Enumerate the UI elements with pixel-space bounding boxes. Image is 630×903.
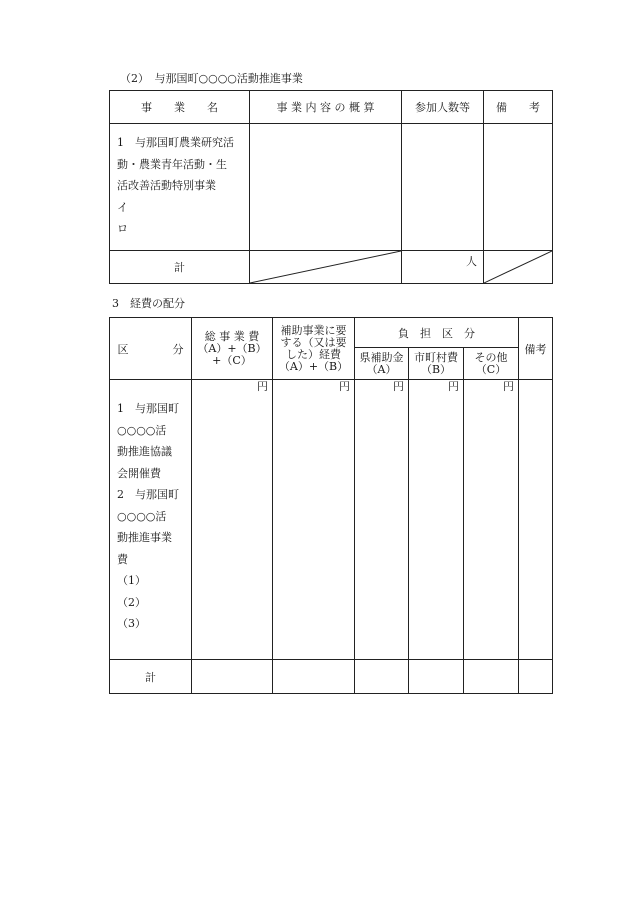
header-burden: 負 担 区 分 — [355, 318, 519, 348]
cost-item-line: （1） — [117, 574, 146, 587]
section2-heading: （2） 与那国町○○○○活動推進事業 — [120, 72, 303, 85]
cost-item-line: 1 与那国町 — [117, 402, 179, 415]
project-item-line: 1 与那国町農業研究活 — [117, 136, 234, 149]
cost-item-line: 費 — [117, 552, 128, 566]
header-city-cost — [409, 348, 464, 380]
header-pref-line: 県補助金 — [359, 350, 404, 364]
header-subsidy-cost — [273, 318, 355, 380]
diagonal-line — [250, 251, 401, 283]
overview-total-crossed — [250, 251, 402, 284]
activity-table — [109, 90, 553, 284]
cost-item-line: 2 与那国町 — [117, 488, 179, 501]
total-cost-cell — [192, 380, 273, 660]
yen-unit: 円 — [257, 380, 268, 393]
header-other — [464, 348, 519, 380]
header-remarks: 備 考 — [484, 91, 553, 124]
header-other-line: その他 — [474, 350, 508, 364]
project-item-line: 動・農業青年活動・生 — [117, 157, 227, 171]
subsidy-cost-total — [273, 660, 355, 694]
cost-item-cell — [110, 380, 192, 660]
overview-cell — [250, 124, 402, 251]
header-subsidy-cost-line: （A）+（B） — [278, 359, 349, 373]
other-cost-total — [464, 660, 519, 694]
header-subsidy-cost-line: する（又は要 — [280, 335, 347, 349]
cost-item-line: （3） — [117, 617, 146, 630]
participants-cell — [402, 124, 484, 251]
total-label: 計 — [110, 660, 192, 694]
diagonal-line — [484, 251, 552, 283]
header-other-line: （C） — [475, 362, 507, 376]
cost-item-line: 会開催費 — [117, 466, 161, 480]
section3-heading: 3 経費の配分 — [112, 297, 185, 310]
cost-item-line: 動推進協議 — [117, 445, 172, 458]
subsidy-cost-cell — [273, 380, 355, 660]
header-project-name: 事 業 名 — [110, 91, 250, 124]
header-remarks: 備考 — [519, 318, 553, 380]
header-subsidy-cost-line: 補助事業に要 — [280, 323, 347, 337]
cost-item-line: 動推進事業 — [117, 531, 172, 544]
other-cost-cell — [464, 380, 519, 660]
header-total-cost — [192, 318, 273, 380]
remarks-cell — [484, 124, 553, 251]
header-category: 区 分 — [110, 318, 192, 380]
cost-item-line: ○○○○活 — [117, 509, 167, 523]
header-total-cost-line: 総 事 業 費 — [204, 329, 260, 343]
header-total-cost-line: （A）+（B） — [197, 341, 267, 355]
header-overview: 事 業 内 容 の 概 算 — [250, 91, 402, 124]
city-cost-total — [409, 660, 464, 694]
header-pref-line: （A） — [366, 362, 397, 376]
yen-unit: 円 — [339, 380, 350, 393]
project-item-line: イ — [117, 200, 128, 214]
yen-unit: 円 — [503, 380, 514, 393]
pref-subsidy-cell — [355, 380, 409, 660]
header-total-cost-line: +（C） — [212, 353, 252, 367]
yen-unit: 円 — [393, 380, 404, 393]
cost-item-line: （2） — [117, 595, 146, 609]
remarks-cell — [519, 380, 553, 660]
header-city-line: （B） — [420, 362, 452, 376]
header-pref-subsidy — [355, 348, 409, 380]
participants-total-unit: 人 — [402, 251, 484, 284]
project-item-line: 活改善活動特別事業 — [117, 179, 216, 192]
header-subsidy-cost-line: した）経費 — [286, 347, 341, 361]
remarks-total — [519, 660, 553, 694]
total-label: 計 — [110, 251, 250, 284]
header-city-line: 市町村費 — [414, 350, 458, 364]
city-cost-cell — [409, 380, 464, 660]
remarks-total-crossed — [484, 251, 553, 284]
cost-item-line: ○○○○活 — [117, 423, 167, 437]
project-item-cell — [110, 124, 250, 251]
cost-allocation-table — [109, 317, 553, 694]
pref-subsidy-total — [355, 660, 409, 694]
project-item-line: ロ — [117, 222, 128, 235]
yen-unit: 円 — [448, 380, 459, 393]
header-participants: 参加人数等 — [402, 91, 484, 124]
total-cost-total — [192, 660, 273, 694]
